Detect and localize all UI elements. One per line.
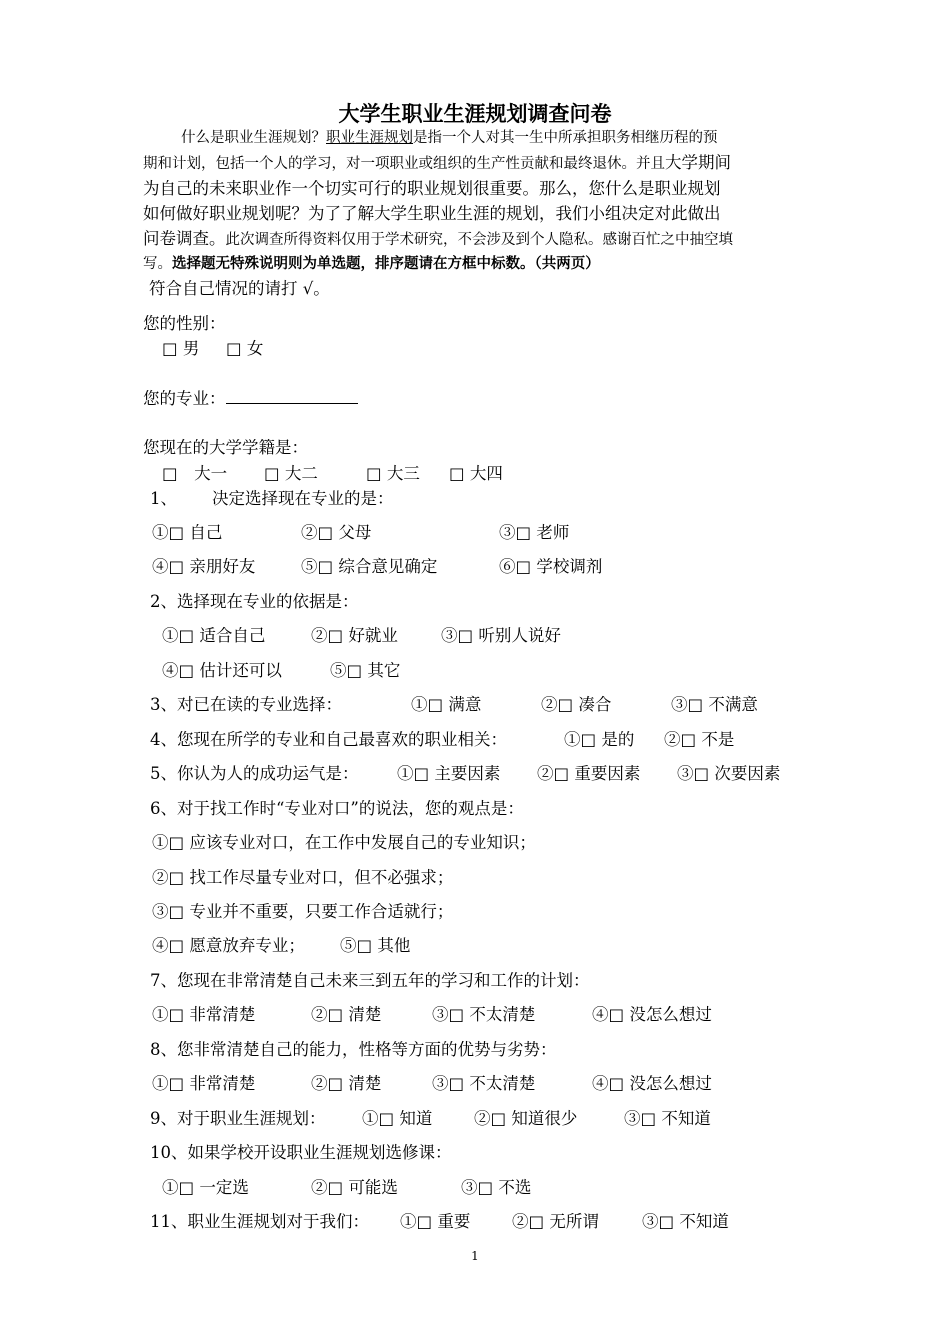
q2-option-4[interactable]: ④□ 估计还可以: [162, 661, 282, 680]
intro-instructions: 选择题无特殊说明则为单选题，排序题请在方框中标数。（共两页）: [172, 255, 600, 272]
intro-text: 什么是职业生涯规划？: [181, 130, 326, 146]
intro-text: 期和计划，包括一个人的学习，对一项职业或组织的生产性贡献和最终退休。并且: [143, 156, 665, 172]
q9-option-1[interactable]: ①□ 知道: [362, 1109, 433, 1128]
q8-option-4[interactable]: ④□ 没怎么想过: [592, 1074, 712, 1093]
q6-option-1[interactable]: ①□ 应该专业对口，在工作中发展自己的专业知识；: [152, 833, 536, 852]
grade-option-2[interactable]: □ 大二: [264, 464, 318, 483]
q6-option-4[interactable]: ④□ 愿意放弃专业；: [152, 936, 305, 955]
q1-option-3[interactable]: ③□ 老师: [499, 523, 570, 542]
q7-option-4[interactable]: ④□ 没怎么想过: [592, 1005, 712, 1024]
major-label-text: 您的专业：: [143, 389, 226, 408]
question-9-text: 9、对于职业生涯规划：: [150, 1109, 326, 1128]
intro-line: 为自己的未来职业作一个切实可行的职业规划很重要。那么，您什么是职业规划: [143, 179, 721, 198]
question-10-text: 10、如果学校开设职业生涯规划选修课：: [150, 1143, 452, 1162]
q11-option-2[interactable]: ②□ 无所谓: [512, 1212, 599, 1231]
major-blank-line[interactable]: [226, 387, 358, 404]
q7-option-3[interactable]: ③□ 不太清楚: [432, 1005, 536, 1024]
q5-option-2[interactable]: ②□ 重要因素: [537, 764, 641, 783]
intro-line: [143, 126, 823, 150]
major-label: [143, 385, 358, 409]
intro-paragraph: [143, 126, 823, 301]
q8-option-1[interactable]: ①□ 非常清楚: [152, 1074, 256, 1093]
question-5-text: 5、你认为人的成功运气是：: [150, 764, 359, 783]
grade-option-3[interactable]: □ 大三: [366, 464, 420, 483]
intro-line: [143, 226, 823, 252]
grade-label: 您现在的大学学籍是：: [143, 438, 308, 457]
q5-option-1[interactable]: ①□ 主要因素: [397, 764, 501, 783]
q3-option-2[interactable]: ②□ 凑合: [541, 695, 612, 714]
q4-option-1[interactable]: ①□ 是的: [564, 730, 635, 749]
q10-option-1[interactable]: ①□ 一定选: [162, 1178, 249, 1197]
grade-option-4[interactable]: □ 大四: [449, 464, 503, 483]
q10-option-2[interactable]: ②□ 可能选: [311, 1178, 398, 1197]
q6-option-3[interactable]: ③□ 专业并不重要，只要工作合适就行；: [152, 902, 454, 921]
q1-option-5[interactable]: ⑤□ 综合意见确定: [301, 557, 438, 576]
q10-option-3[interactable]: ③□ 不选: [461, 1178, 532, 1197]
q3-option-3[interactable]: ③□ 不满意: [671, 695, 758, 714]
q1-option-1[interactable]: ①□ 自己: [152, 523, 223, 542]
q7-option-2[interactable]: ②□ 清楚: [311, 1005, 382, 1024]
question-4-text: 4、您现在所学的专业和自己最喜欢的职业相关：: [150, 730, 507, 749]
question-1-number: 1、: [150, 489, 177, 508]
q8-option-3[interactable]: ③□ 不太清楚: [432, 1074, 536, 1093]
intro-text: 写。: [143, 256, 172, 272]
question-11-text: 11、职业生涯规划对于我们：: [150, 1212, 369, 1231]
q5-option-3[interactable]: ③□ 次要因素: [677, 764, 781, 783]
question-6-text: 6、对于找工作时“专业对口”的说法，您的观点是：: [150, 799, 524, 818]
q3-option-1[interactable]: ①□ 满意: [411, 695, 482, 714]
gender-male-option[interactable]: □ 男: [162, 339, 200, 358]
question-8-text: 8、您非常清楚自己的能力，性格等方面的优势与劣势：: [150, 1040, 557, 1059]
intro-text: 此次调查所得资料仅用于学术研究，不会涉及到个人隐私。感谢百忙之中抽空填: [225, 232, 733, 248]
q9-option-3[interactable]: ③□ 不知道: [624, 1109, 711, 1128]
question-3-text: 3、对已在读的专业选择：: [150, 695, 342, 714]
q11-option-3[interactable]: ③□ 不知道: [642, 1212, 729, 1231]
intro-text: 是指一个人对其一生中所承担职务相继历程的预: [413, 130, 718, 146]
q4-option-2[interactable]: ②□ 不是: [664, 730, 735, 749]
q1-option-6[interactable]: ⑥□ 学校调剂: [499, 557, 603, 576]
intro-text: 问卷调查。: [143, 229, 226, 248]
q9-option-2[interactable]: ②□ 知道很少: [474, 1109, 578, 1128]
grade-option-1[interactable]: □ 大一: [162, 464, 228, 483]
intro-line: [143, 150, 823, 176]
q6-option-2[interactable]: ②□ 找工作尽量专业对口，但不必强求；: [152, 868, 454, 887]
q11-option-1[interactable]: ①□ 重要: [400, 1212, 471, 1231]
q7-option-1[interactable]: ①□ 非常清楚: [152, 1005, 256, 1024]
question-2-text: 2、选择现在专业的依据是：: [150, 592, 359, 611]
page-number: 1: [471, 1249, 479, 1263]
q2-option-5[interactable]: ⑤□ 其它: [330, 661, 401, 680]
question-1-text: 决定选择现在专业的是：: [212, 489, 394, 508]
q2-option-3[interactable]: ③□ 听别人说好: [441, 626, 561, 645]
question-7-text: 7、您现在非常清楚自己未来三到五年的学习和工作的计划：: [150, 971, 590, 990]
intro-line: 如何做好职业规划呢？为了了解大学生职业生涯的规划，我们小组决定对此做出: [143, 204, 721, 223]
intro-link-term: 职业生涯规划: [326, 130, 413, 146]
intro-text: 大学期间: [665, 153, 731, 172]
gender-label: 您的性别：: [143, 314, 226, 333]
q1-option-2[interactable]: ②□ 父母: [301, 523, 372, 542]
q8-option-2[interactable]: ②□ 清楚: [311, 1074, 382, 1093]
page-title: 大学生职业生涯规划调查问卷: [338, 102, 612, 126]
q6-option-5[interactable]: ⑤□ 其他: [340, 936, 411, 955]
gender-female-option[interactable]: □ 女: [226, 339, 264, 358]
q2-option-2[interactable]: ②□ 好就业: [311, 626, 398, 645]
q2-option-1[interactable]: ①□ 适合自己: [162, 626, 266, 645]
q1-option-4[interactable]: ④□ 亲朋好友: [152, 557, 256, 576]
intro-line: [143, 252, 823, 276]
intro-line: 符合自己情况的请打 √。: [149, 279, 330, 298]
